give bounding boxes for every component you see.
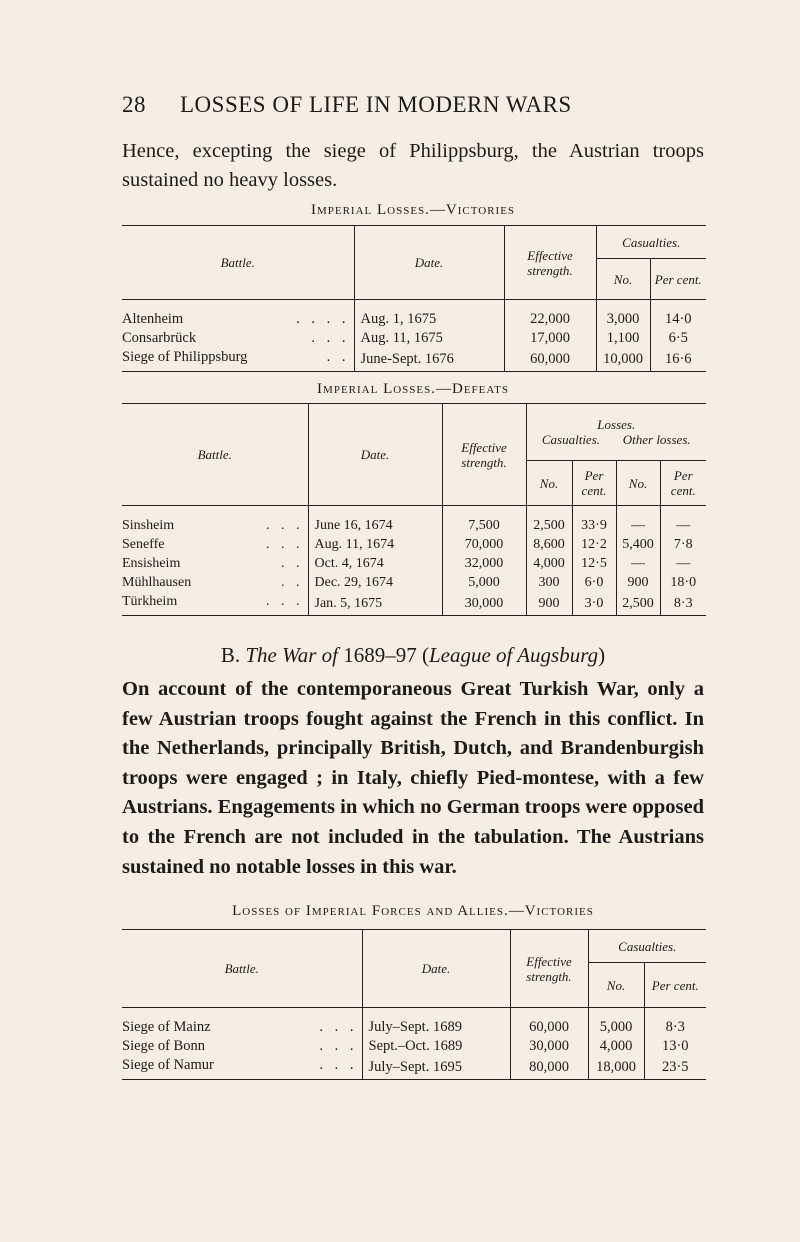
table2-header-oth-pct: Per cent. bbox=[660, 461, 706, 506]
table2-date: June 16, 1674 bbox=[308, 516, 442, 535]
table1-row: Consarbrück . . . Aug. 11, 1675 17,000 1,100 6·5 bbox=[122, 329, 706, 348]
table2-oth-no: — bbox=[616, 516, 660, 535]
table2-oth-pct: — bbox=[660, 516, 706, 535]
table3-percent: 8·3 bbox=[644, 1018, 706, 1037]
table1-battle: Consarbrück bbox=[122, 330, 197, 346]
table2-row: Sinsheim . . . June 16, 1674 7,500 2,500 33·9 — — bbox=[122, 516, 706, 535]
table2-oth-pct: 18·0 bbox=[660, 573, 706, 592]
table2-oth-pct: — bbox=[660, 554, 706, 573]
table1-row: Siege of Philippsburg . . June-Sept. 1676 60,000 10,000 16·6 bbox=[122, 348, 706, 372]
table3-row: Siege of Bonn . . . Sept.–Oct. 1689 30,000 4,000 13·0 bbox=[122, 1037, 706, 1056]
table3-header-casualties: Casualties. bbox=[588, 930, 706, 963]
table1-percent: 14·0 bbox=[650, 310, 706, 329]
section-prefix: B. bbox=[220, 643, 241, 667]
table3-header-no: No. bbox=[588, 963, 644, 1008]
table3-no: 5,000 bbox=[588, 1018, 644, 1037]
table2-row: Mühlhausen . . Dec. 29, 1674 5,000 300 6·0 900 18·0 bbox=[122, 573, 706, 592]
table2-battle: Ensisheim bbox=[122, 556, 181, 571]
table1-strength: 22,000 bbox=[504, 310, 596, 329]
table2-date: Dec. 29, 1674 bbox=[308, 573, 442, 592]
table2-strength: 7,500 bbox=[442, 516, 526, 535]
table1-header-battle: Battle. bbox=[122, 226, 354, 300]
table2 bbox=[122, 403, 706, 616]
table2-strength: 5,000 bbox=[442, 573, 526, 592]
table2-row: Ensisheim . . Oct. 4, 1674 32,000 4,000 12·5 — — bbox=[122, 554, 706, 573]
table2-date: Jan. 5, 1675 bbox=[308, 592, 442, 616]
table1-percent: 16·6 bbox=[650, 348, 706, 372]
table3-date: Sept.–Oct. 1689 bbox=[362, 1037, 510, 1056]
table2-strength: 30,000 bbox=[442, 592, 526, 616]
table2-cas-no: 2,500 bbox=[526, 516, 572, 535]
table3-header-strength: Effective strength. bbox=[510, 930, 588, 1008]
table1-no: 3,000 bbox=[596, 310, 650, 329]
table2-header-losses bbox=[526, 404, 706, 461]
table2-cas-pct: 3·0 bbox=[572, 592, 616, 616]
table3 bbox=[122, 929, 706, 1080]
table2-header-losses-title: Losses. bbox=[597, 417, 636, 432]
table3-no: 4,000 bbox=[588, 1037, 644, 1056]
table1-header-casualties: Casualties. bbox=[596, 226, 706, 259]
table3-strength: 60,000 bbox=[510, 1018, 588, 1037]
table1-battle: Altenheim bbox=[122, 311, 184, 327]
table3-row: Siege of Mainz . . . July–Sept. 1689 60,000 5,000 8·3 bbox=[122, 1018, 706, 1037]
table2-cas-pct: 33·9 bbox=[572, 516, 616, 535]
table1 bbox=[122, 225, 706, 372]
table2-cas-no: 4,000 bbox=[526, 554, 572, 573]
table1-header-percent: Per cent. bbox=[650, 259, 706, 300]
table2-battle: Türkheim bbox=[122, 594, 178, 609]
table3-strength: 80,000 bbox=[510, 1056, 588, 1080]
table3-percent: 13·0 bbox=[644, 1037, 706, 1056]
table2-header-oth-no: No. bbox=[616, 461, 660, 506]
table1-date: June-Sept. 1676 bbox=[354, 348, 504, 372]
section-heading: B. The War of 1689–97 (League of Augsburg) bbox=[220, 643, 606, 667]
table2-oth-pct: 8·3 bbox=[660, 592, 706, 616]
table1-row: Altenheim . . . . Aug. 1, 1675 22,000 3,000 14·0 bbox=[122, 310, 706, 329]
table2-caption: Imperial Losses.—Defeats bbox=[317, 381, 509, 397]
table1-header-no: No. bbox=[596, 259, 650, 300]
table2-strength: 70,000 bbox=[442, 535, 526, 554]
table3-header-percent: Per cent. bbox=[644, 963, 706, 1008]
table1-date: Aug. 1, 1675 bbox=[354, 310, 504, 329]
table3-battle: Siege of Bonn bbox=[122, 1038, 205, 1054]
table1-header-strength: Effective strength. bbox=[504, 226, 596, 300]
table2-battle: Seneffe bbox=[122, 537, 165, 552]
table1-strength: 17,000 bbox=[504, 329, 596, 348]
table3-battle: Siege of Mainz bbox=[122, 1019, 211, 1035]
table1-no: 1,100 bbox=[596, 329, 650, 348]
table1-header-date: Date. bbox=[354, 226, 504, 300]
table2-header-casualties: Casualties. bbox=[541, 432, 601, 447]
table3-caption: Losses of Imperial Forces and Allies.—Victories bbox=[232, 903, 594, 919]
table2-cas-no: 8,600 bbox=[526, 535, 572, 554]
table3-battle: Siege of Namur bbox=[122, 1057, 214, 1073]
table3-no: 18,000 bbox=[588, 1056, 644, 1080]
page-number: 28 bbox=[122, 92, 146, 117]
running-title: LOSSES OF LIFE IN MODERN WARS bbox=[180, 92, 572, 117]
table2-oth-no: 5,400 bbox=[616, 535, 660, 554]
table2-strength: 32,000 bbox=[442, 554, 526, 573]
running-head bbox=[122, 92, 702, 118]
table2-battle: Mühlhausen bbox=[122, 575, 192, 590]
table2-header-other: Other losses. bbox=[622, 432, 691, 447]
table3-strength: 30,000 bbox=[510, 1037, 588, 1056]
table2-cas-pct: 12·5 bbox=[572, 554, 616, 573]
table1-caption: Imperial Losses.—Victories bbox=[310, 202, 516, 218]
table2-cas-pct: 6·0 bbox=[572, 573, 616, 592]
table2-cas-no: 900 bbox=[526, 592, 572, 616]
table3-percent: 23·5 bbox=[644, 1056, 706, 1080]
table2-header-date: Date. bbox=[308, 404, 442, 506]
section-title: The War of bbox=[245, 643, 338, 667]
table1-date: Aug. 11, 1675 bbox=[354, 329, 504, 348]
table2-date: Oct. 4, 1674 bbox=[308, 554, 442, 573]
table3-row: Siege of Namur . . . July–Sept. 1695 80,000 18,000 23·5 bbox=[122, 1056, 706, 1080]
table1-no: 10,000 bbox=[596, 348, 650, 372]
section-years: 1689–97 bbox=[343, 643, 417, 667]
table2-row: Türkheim . . . Jan. 5, 1675 30,000 900 3·0 2,500 8·3 bbox=[122, 592, 706, 616]
table3-header-date: Date. bbox=[362, 930, 510, 1008]
table1-strength: 60,000 bbox=[504, 348, 596, 372]
section-subtitle: League of Augsburg bbox=[428, 643, 599, 667]
table2-oth-no: — bbox=[616, 554, 660, 573]
table2-cas-pct: 12·2 bbox=[572, 535, 616, 554]
table3-date: July–Sept. 1695 bbox=[362, 1056, 510, 1080]
intro-paragraph: Hence, excepting the siege of Philippsburg, the Austrian troops sustained no heavy losses. bbox=[122, 140, 704, 191]
table2-header-cas-pct: Per cent. bbox=[572, 461, 616, 506]
table2-oth-no: 2,500 bbox=[616, 592, 660, 616]
table2-cas-no: 300 bbox=[526, 573, 572, 592]
table2-row: Seneffe . . . Aug. 11, 1674 70,000 8,600 12·2 5,400 7·8 bbox=[122, 535, 706, 554]
table1-battle: Siege of Philippsburg bbox=[122, 349, 248, 365]
table2-header-cas-no: No. bbox=[526, 461, 572, 506]
table2-header-battle: Battle. bbox=[122, 404, 308, 506]
table2-oth-no: 900 bbox=[616, 573, 660, 592]
table1-percent: 6·5 bbox=[650, 329, 706, 348]
body-paragraph: On account of the contemporaneous Great Turkish War, only a few Austrian troops fought against the French in this conflict. In the Netherlands, principally British, Dutch, and Brandenburgish troops were engaged ; in Italy, chiefly Pied-montese, with a few Austrians. Engagements in which no German troops were opposed to the French are not included in the tabulation. The Austrians sustained no notable losses in this war. bbox=[122, 678, 704, 878]
table2-battle: Sinsheim bbox=[122, 518, 175, 533]
table3-date: July–Sept. 1689 bbox=[362, 1018, 510, 1037]
table2-oth-pct: 7·8 bbox=[660, 535, 706, 554]
table3-header-battle: Battle. bbox=[122, 930, 362, 1008]
table2-date: Aug. 11, 1674 bbox=[308, 535, 442, 554]
table2-header-strength: Effective strength. bbox=[442, 404, 526, 506]
